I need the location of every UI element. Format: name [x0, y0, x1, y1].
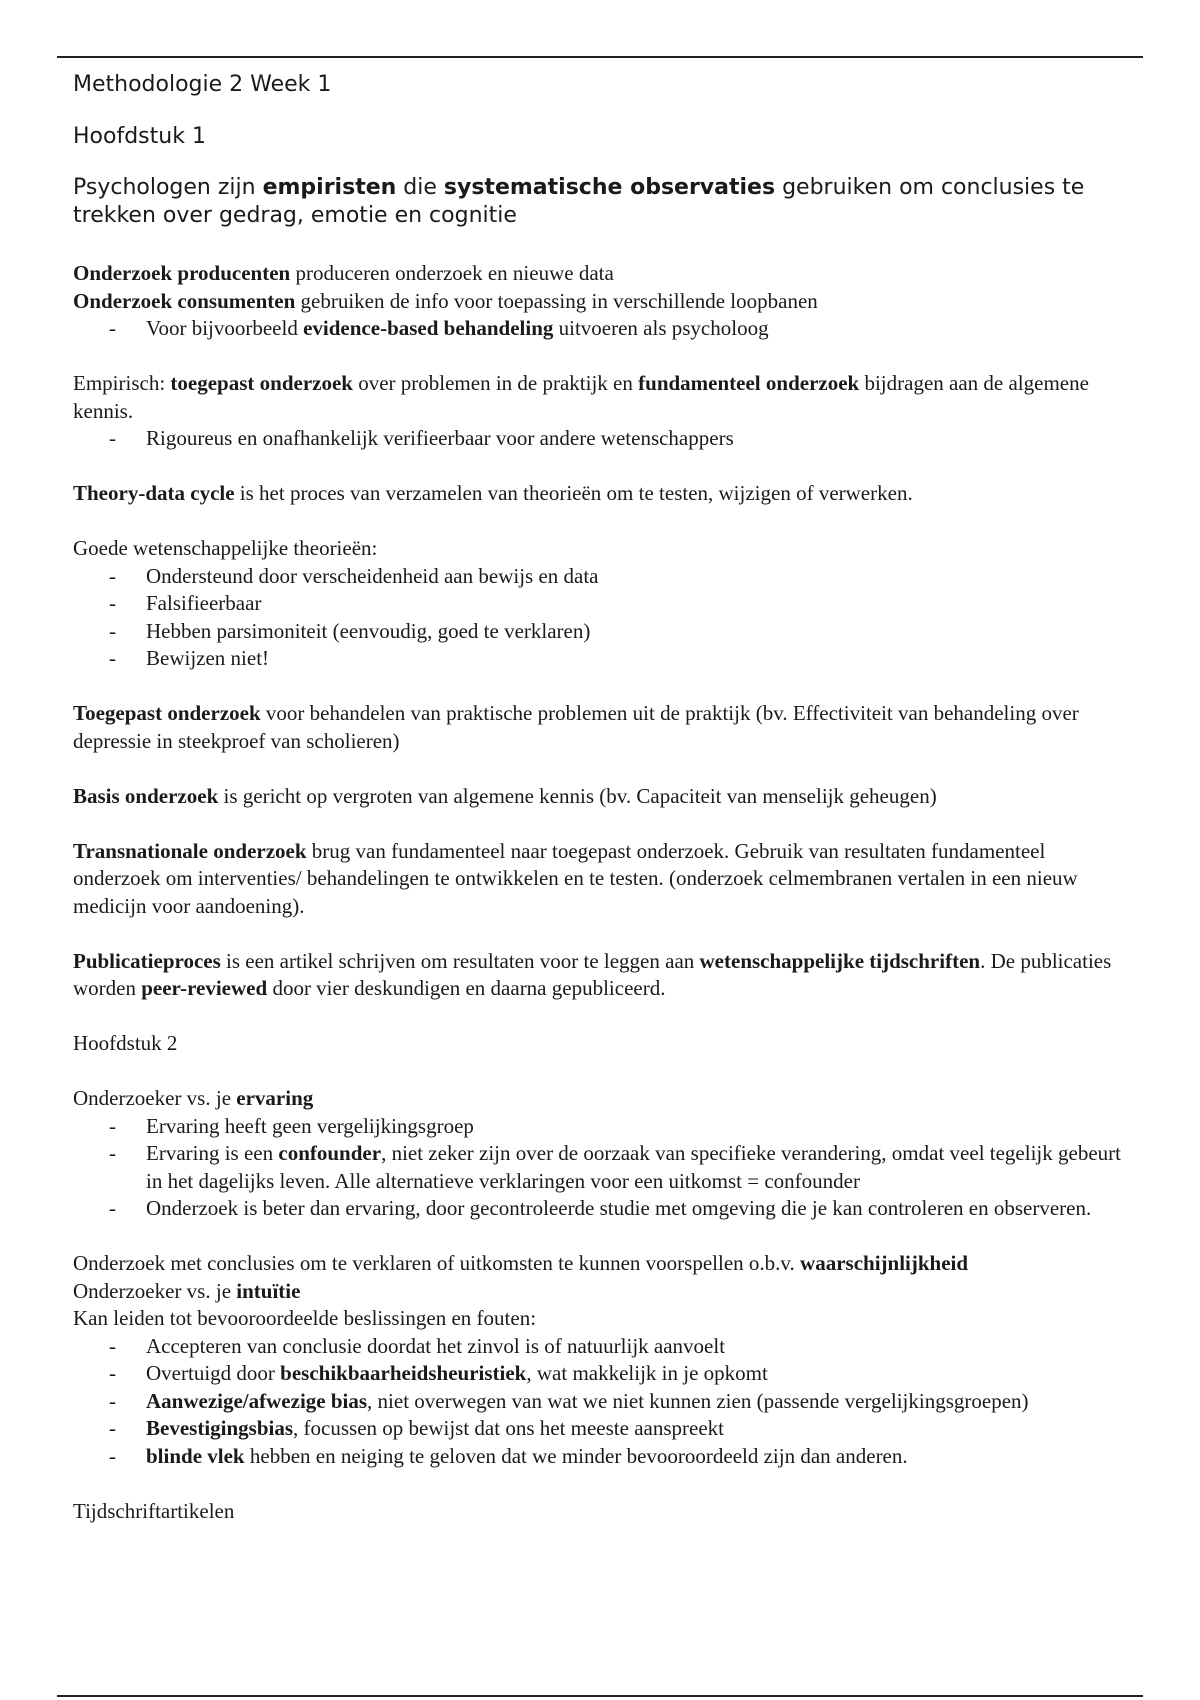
bias-list — [73, 1333, 1133, 1471]
intuition-heading: Onderzoeker vs. je intuïtie — [73, 1278, 301, 1303]
list-item: - Overtuigd door beschikbaarheidsheuristiek, wat makkelijk in je opkomt — [73, 1360, 1133, 1388]
consumers-list — [73, 315, 1133, 343]
theory-data-cycle-paragraph: Theory-data cycle is het proces van verzamelen van theorieën om te testen, wijzigen of verwerken. — [73, 481, 913, 505]
chapter-1-heading: Hoofdstuk 1 — [73, 124, 206, 149]
good-theories-list — [73, 563, 1133, 673]
document-title: Methodologie 2 Week 1 — [73, 72, 332, 97]
probability-line: Onderzoek met conclusies om te verklaren of uitkomsten te kunnen voorspellen o.b.v. waarschijnlijkheid — [73, 1251, 969, 1275]
list-item: - Ervaring is een confounder, niet zeker zijn over de oorzaak van specifieke verandering, omdat veel tegelijk gebeurt in het dagelijks leven. Alle alternatieve verklaringen voor een uitkomst = confounder — [73, 1140, 1133, 1195]
list-item: - Rigoureus en onafhankelijk verifieerbaar voor andere wetenschappers — [73, 425, 1133, 453]
list-item: - blinde vlek hebben en neiging te geloven dat we minder bevooroordeeld zijn dan anderen. — [73, 1443, 1133, 1471]
list-item: - Falsifieerbaar — [73, 590, 1133, 618]
chapter-2-heading: Hoofdstuk 2 — [73, 1031, 178, 1055]
intro-statement: Psychologen zijn empiristen die systematische observaties gebruiken om conclusies te trekken over gedrag, emotie en cognitie — [73, 175, 1085, 228]
document-page — [73, 68, 1133, 1525]
top-rule — [57, 56, 1143, 58]
body-text — [73, 260, 1133, 1525]
applied-research-paragraph: Toegepast onderzoek voor behandelen van praktische problemen uit de praktijk (bv. Effectiviteit van behandeling over depressie in steekproef van scholieren) — [73, 701, 1079, 753]
experience-list — [73, 1113, 1133, 1223]
producers-line: Onderzoek producenten produceren onderzoek en nieuwe data — [73, 261, 614, 285]
experience-heading: Onderzoeker vs. je ervaring — [73, 1086, 314, 1110]
list-item: - Bevestigingsbias, focussen op bewijst dat ons het meeste aanspreekt — [73, 1415, 1133, 1443]
publication-paragraph: Publicatieproces is een artikel schrijven om resultaten voor te leggen aan wetenschappelijke tijdschriften. De publicaties worden peer-reviewed door vier deskundigen en daarna gepubliceerd. — [73, 948, 1112, 1000]
empirisch-paragraph: Empirisch: toegepast onderzoek over problemen in de praktijk en fundamenteel onderzoek bijdragen aan de algemene kennis. — [73, 371, 1089, 423]
list-item: - Onderzoek is beter dan ervaring, door gecontroleerde studie met omgeving die je kan controleren en observeren. — [73, 1195, 1133, 1223]
basic-research-paragraph: Basis onderzoek is gericht op vergroten van algemene kennis (bv. Capaciteit van menselijk geheugen) — [73, 783, 937, 808]
good-theories-heading: Goede wetenschappelijke theorieën: — [73, 536, 378, 560]
journal-articles-heading: Tijdschriftartikelen — [73, 1498, 235, 1523]
list-item: - Aanwezige/afwezige bias, niet overwegen van wat we niet kunnen zien (passende vergelijkingsgroepen) — [73, 1388, 1133, 1416]
bias-intro: Kan leiden tot bevooroordeelde beslissingen en fouten: — [73, 1306, 537, 1330]
list-item: - Bewijzen niet! — [73, 645, 1133, 673]
list-item: - Voor bijvoorbeeld evidence-based behandeling uitvoeren als psycholoog — [73, 315, 1133, 343]
empirisch-list — [73, 425, 1133, 453]
list-item: - Hebben parsimoniteit (eenvoudig, goed te verklaren) — [73, 618, 1133, 646]
list-item: - Accepteren van conclusie doordat het zinvol is of natuurlijk aanvoelt — [73, 1333, 1133, 1361]
translational-research-paragraph: Transnationale onderzoek brug van fundamenteel naar toegepast onderzoek. Gebruik van resultaten fundamenteel onderzoek om interventies/ behandelingen te ontwikkelen en te testen. (onderzoek celmembranen vertalen in een nieuw medicijn voor aandoening). — [73, 838, 1078, 918]
bottom-rule — [57, 1695, 1143, 1697]
consumers-line: Onderzoek consumenten gebruiken de info voor toepassing in verschillende loopbanen — [73, 288, 818, 313]
list-item: - Ondersteund door verscheidenheid aan bewijs en data — [73, 563, 1133, 591]
list-item: - Ervaring heeft geen vergelijkingsgroep — [73, 1113, 1133, 1141]
